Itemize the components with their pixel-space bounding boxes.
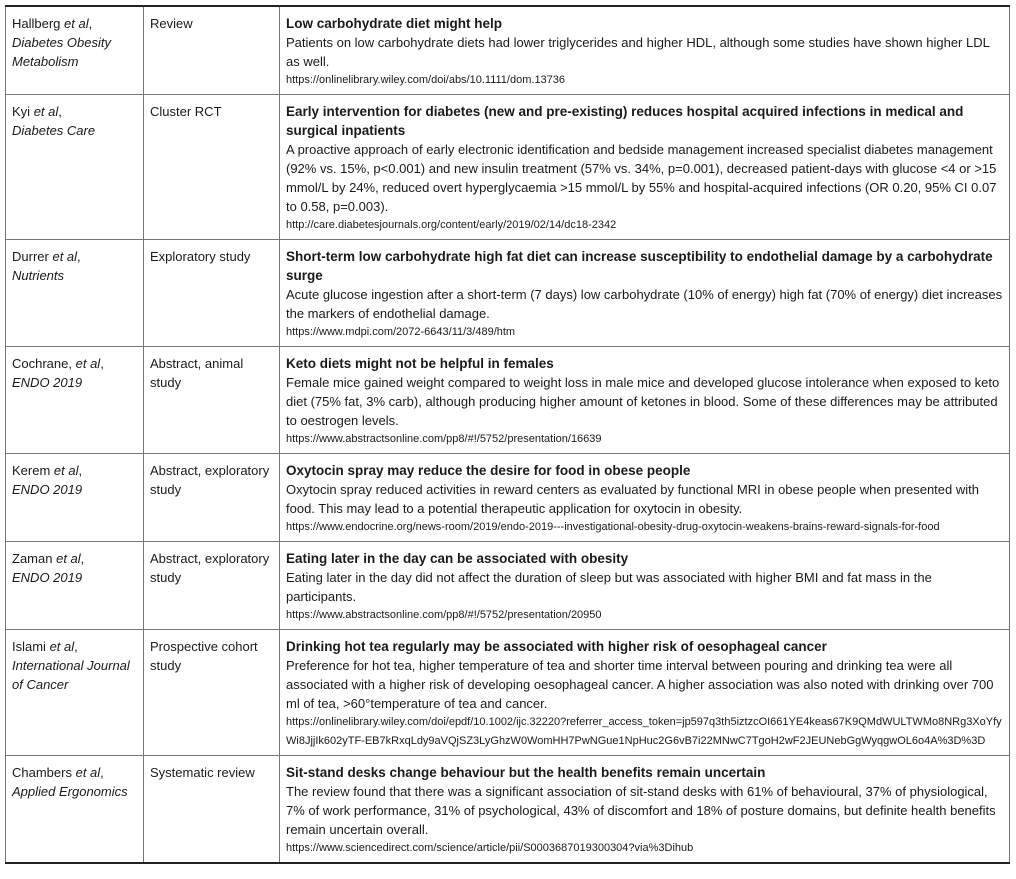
et-al: et al — [52, 249, 78, 264]
study-type: Exploratory study — [150, 249, 251, 264]
et-al: et al — [64, 16, 89, 31]
summary-cell — [280, 756, 1010, 864]
summary-cell — [280, 6, 1010, 95]
table-row — [6, 454, 1010, 542]
source-link[interactable]: https://onlinelibrary.wiley.com/doi/epdf/10.1002/ijc.32220?referrer_access_token=jp597q3th5iztzcOI661YE4keas67K9QMdWULTWMo8NRg3XoYfyWi8JjjIk602yTF-EB7kRxqLdy9aVQjSZ3LyGhzW0WomHH7PwNGue1NpHuc2G6vB7i22MNwC7TgoH2wF2JEUNebGgWyqgwOL6o4A%3D%3D — [286, 716, 1002, 747]
author-cell — [6, 630, 144, 756]
study-type: Abstract, animal study — [150, 356, 244, 390]
author-cell — [6, 6, 144, 95]
studies-table-body — [6, 6, 1010, 863]
study-type: Abstract, exploratory study — [150, 463, 270, 497]
table-row — [6, 756, 1010, 864]
author-cell — [6, 240, 144, 347]
source-link[interactable]: https://www.abstractsonline.com/pp8/#!/5752/presentation/16639 — [286, 433, 602, 445]
author-separator: , — [100, 356, 104, 371]
source-link[interactable]: http://care.diabetesjournals.org/content/early/2019/02/14/dc18-2342 — [286, 219, 617, 231]
author-separator: , — [100, 765, 104, 780]
finding-summary: Eating later in the day did not affect the duration of sleep but was associated with higher BMI and fat mass in the participants. — [286, 570, 932, 604]
source-link[interactable]: https://www.endocrine.org/news-room/2019/endo-2019---investigational-obesity-drug-oxytocin-weakens-brains-reward-signals-for-food — [286, 521, 940, 533]
journal-name: Nutrients — [12, 268, 65, 283]
et-al: et al — [53, 463, 79, 478]
author-cell — [6, 756, 144, 864]
summary-cell — [280, 240, 1010, 347]
author-separator: , — [80, 551, 85, 566]
finding-summary: Acute glucose ingestion after a short-term (7 days) low carbohydrate (10% of energy) high fat (70% of energy) diet increases the markers of endothelial damage. — [286, 287, 1003, 321]
study-type-cell — [144, 6, 280, 95]
author-name: Chambers — [12, 765, 72, 780]
study-type-cell — [144, 347, 280, 454]
author-name: Durrer — [12, 249, 49, 264]
study-type: Systematic review — [150, 765, 255, 780]
et-al: et al — [56, 551, 81, 566]
finding-summary: Female mice gained weight compared to weight loss in male mice and developed glucose intolerance when exposed to keto diet (75% fat, 3% carb), although producing higher amount of ketones in blood. Some of these differences may be attributed to oestrogen levels. — [286, 375, 1000, 428]
author-cell — [6, 542, 144, 630]
author-name: Kerem — [12, 463, 51, 478]
journal-name: Applied Ergonomics — [12, 784, 128, 799]
study-type: Prospective cohort study — [150, 639, 258, 673]
finding-summary: A proactive approach of early electronic identification and bedside management increased specialist diabetes management (92% vs. 15%, p<0.001) and new insulin treatment (57% vs. 34%, p=0.001), decreased patient-days with glucose <4 or >15 mmol/L by 24%, reduced overt hyperglycaemia >15 mmol/L by 55% and hospital-acquired infections (OR 0.20, 95% CI 0.07 to 0.58, p=0.003). — [286, 142, 997, 214]
et-al: et al — [75, 356, 101, 371]
author-separator: , — [58, 104, 62, 119]
finding-headline: Drinking hot tea regularly may be associated with higher risk of oesophageal cancer — [286, 639, 827, 654]
journal-name: ENDO 2019 — [12, 482, 83, 497]
finding-headline: Short-term low carbohydrate high fat diet can increase susceptibility to endothelial damage by a carbohydrate surge — [286, 249, 993, 283]
study-type-cell — [144, 542, 280, 630]
study-type-cell — [144, 454, 280, 542]
journal-name: ENDO 2019 — [12, 375, 83, 390]
summary-cell — [280, 630, 1010, 756]
et-al: et al — [49, 639, 75, 654]
study-type: Review — [150, 16, 193, 31]
author-cell — [6, 347, 144, 454]
table-row — [6, 542, 1010, 630]
finding-headline: Keto diets might not be helpful in females — [286, 356, 554, 371]
author-cell — [6, 95, 144, 240]
finding-headline: Eating later in the day can be associated with obesity — [286, 551, 629, 566]
studies-table — [5, 5, 1010, 864]
author-separator: , — [78, 463, 83, 478]
finding-headline: Low carbohydrate diet might help — [286, 16, 503, 31]
study-type-cell — [144, 95, 280, 240]
author-separator: , — [74, 639, 78, 654]
author-separator: , — [88, 16, 93, 31]
author-name: Hallberg — [12, 16, 61, 31]
table-row — [6, 240, 1010, 347]
summary-cell — [280, 95, 1010, 240]
author-name: Kyi — [12, 104, 31, 119]
journal-name: Diabetes Care — [12, 123, 96, 138]
table-row — [6, 347, 1010, 454]
et-al: et al — [75, 765, 101, 780]
study-type-cell — [144, 630, 280, 756]
table-row — [6, 6, 1010, 95]
author-separator: , — [77, 249, 81, 264]
source-link[interactable]: https://onlinelibrary.wiley.com/doi/abs/10.1111/dom.13736 — [286, 74, 566, 86]
author-name: Zaman — [12, 551, 53, 566]
finding-headline: Sit-stand desks change behaviour but the health benefits remain uncertain — [286, 765, 766, 780]
study-type: Cluster RCT — [150, 104, 222, 119]
source-link[interactable]: https://www.sciencedirect.com/science/article/pii/S0003687019300304?via%3Dihub — [286, 842, 694, 854]
study-type-cell — [144, 240, 280, 347]
finding-headline: Early intervention for diabetes (new and pre-existing) reduces hospital acquired infections in medical and surgical inpatients — [286, 104, 964, 138]
summary-cell — [280, 347, 1010, 454]
author-name: Islami — [12, 639, 46, 654]
finding-summary: Patients on low carbohydrate diets had lower triglycerides and higher HDL, although some studies have shown higher LDL as well. — [286, 35, 990, 69]
finding-summary: Oxytocin spray reduced activities in reward centers as evaluated by functional MRI in obese people when presented with food. This may lead to a potential therapeutic application for oxytocin in obesity. — [286, 482, 979, 516]
study-type: Abstract, exploratory study — [150, 551, 270, 585]
journal-name: ENDO 2019 — [12, 570, 83, 585]
finding-summary: The review found that there was a significant association of sit-stand desks with 61% of behavioural, 37% of physiological, 7% of work performance, 31% of psychological, 43% of discomfort and 18% of posture domains, but definite health benefits remain uncertain overall. — [286, 784, 996, 837]
journal-name: International Journal of Cancer — [12, 658, 130, 692]
table-row — [6, 630, 1010, 756]
source-link[interactable]: https://www.abstractsonline.com/pp8/#!/5752/presentation/20950 — [286, 609, 602, 621]
table-row — [6, 95, 1010, 240]
finding-summary: Preference for hot tea, higher temperature of tea and shorter time interval between pouring and drinking tea were all associated with a higher risk of developing oesophageal cancer. A higher association was also noted with drinking over 700 ml of tea, >60°temperature of tea and cancer. — [286, 658, 994, 711]
finding-headline: Oxytocin spray may reduce the desire for food in obese people — [286, 463, 691, 478]
summary-cell — [280, 454, 1010, 542]
study-type-cell — [144, 756, 280, 864]
et-al: et al — [33, 104, 59, 119]
summary-cell — [280, 542, 1010, 630]
source-link[interactable]: https://www.mdpi.com/2072-6643/11/3/489/htm — [286, 326, 516, 338]
author-cell — [6, 454, 144, 542]
journal-name: Diabetes Obesity Metabolism — [12, 35, 111, 69]
author-name: Cochrane, — [12, 356, 72, 371]
